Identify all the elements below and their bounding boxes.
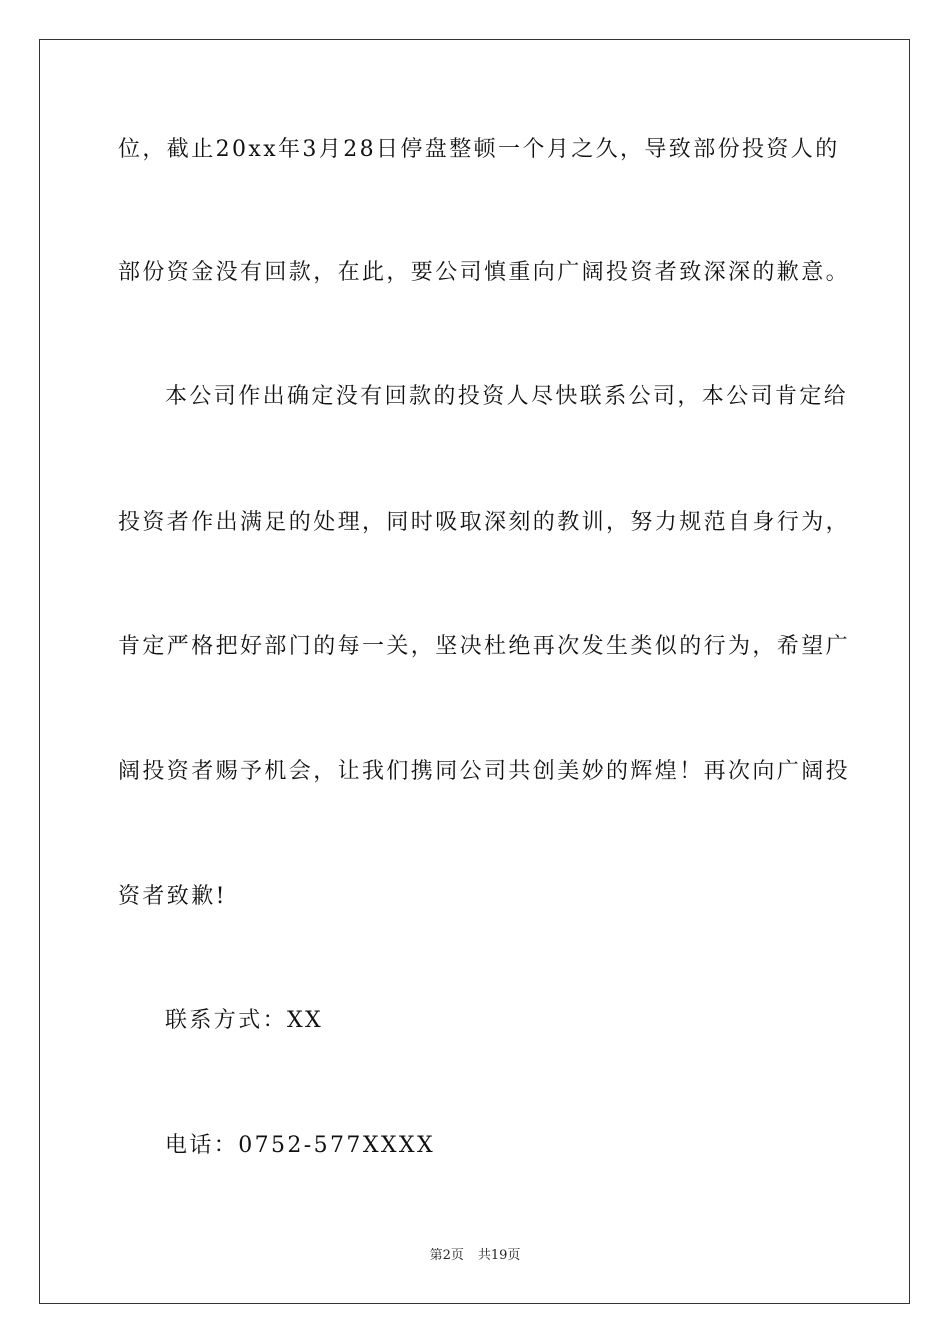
body-line: 位，截止20xx年3月28日停盘整顿一个月之久，导致部份投资人的: [118, 137, 840, 162]
body-line: 肯定严格把好部门的每一关，坚决杜绝再次发生类似的行为，希望广: [118, 634, 851, 659]
body-line: 部份资金没有回款，在此，要公司慎重向广阔投资者致深深的歉意。: [118, 260, 851, 285]
phone-line: 电话：0752-577XXXX: [165, 1133, 436, 1158]
body-line: 本公司作出确定没有回款的投资人尽快联系公司，本公司肯定给: [165, 384, 849, 409]
body-line: 投资者作出满足的处理，同时吸取深刻的教训，努力规范自身行为，: [118, 510, 851, 535]
page-border: [39, 39, 910, 1304]
contact-method-line: 联系方式：XX: [165, 1008, 324, 1033]
page-number: 第2页: [429, 1248, 464, 1263]
page-footer: [0, 1247, 950, 1265]
body-line: 阔投资者赐予机会，让我们携同公司共创美妙的辉煌！再次向广阔投: [118, 759, 851, 784]
total-pages: 共19页: [477, 1248, 521, 1263]
body-line: 资者致歉!: [118, 884, 227, 909]
